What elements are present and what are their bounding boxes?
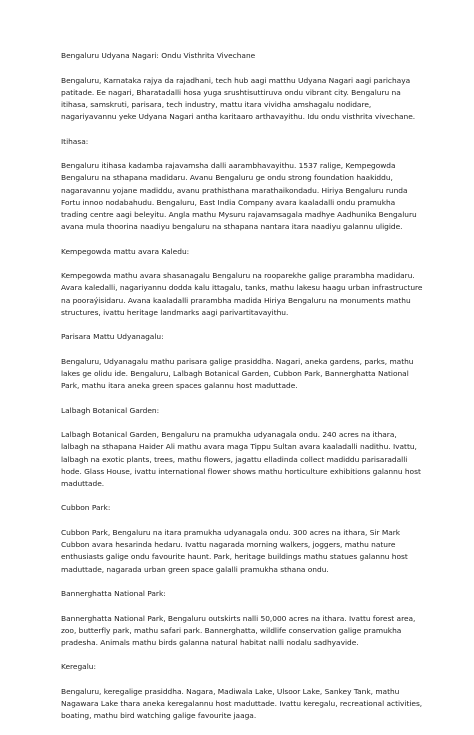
section-heading-keregalu: Keregalu:: [61, 662, 96, 672]
section-heading-bannerghatta: Bannerghatta National Park:: [61, 589, 166, 599]
document-title: Bengaluru Udyana Nagari: Ondu Visthrita Vivechane: [61, 51, 256, 60]
section-heading-parisara: Parisara Mattu Udyanagalu:: [61, 332, 164, 342]
section-body-lalbagh: Lalbagh Botanical Garden, Bengaluru na pramukha udyanagala ondu. 240 acres na ithara, lalbagh na sthapana Haider Ali mathu avara maga Tippu Sultan avara kaaladalli nadithu. Ivattu, lalbagh na exotic plants, trees, mathu flowers, jagattu elladinda collect madiddu parisaradalli hode. Glass House, ivattu international flower shows mathu horticulture exhibitions galannu host maduttade.: [61, 430, 421, 488]
section-body-cubbon-park: Cubbon Park, Bengaluru na itara pramukha udyanagala ondu. 300 acres na ithara, Sir Mark Cubbon avara hesarinda hedaru. Ivattu nagarada morning walkers, joggers, mathu nature enthusiasts galige ondu favourite haunt. Park, heritage buildings mathu statues galannu host maduttade, nagarada urban green space galalli pramukha sthana ondu.: [61, 527, 408, 574]
section-heading-itihasa: Itihasa:: [61, 136, 89, 146]
document-page: [61, 50, 423, 735]
section-heading-cubbon-park: Cubbon Park:: [61, 503, 111, 513]
section-body-kempegowda: Kempegowda mathu avara shasanagalu Bengaluru na rooparekhe galige prarambha madidaru. Avara kaledalli, nagariyannu dodda kalu ittagalu, tanks, mathu lakesu haagu urban infrastructure na pooraýisidaru. Avana kaaladalli prarambha madida Hiriya Bengaluru na monuments mathu structures, ivattu heritage landmarks aagi parivartitavayithu.: [61, 271, 423, 317]
section-heading-kempegowda: Kempegowda mattu avara Kaledu:: [61, 246, 190, 256]
section-heading-lalbagh: Lalbagh Botanical Garden:: [61, 405, 160, 415]
section-body-keregalu: Bengaluru, keregalige prasiddha. Nagara, Madiwala Lake, Ulsoor Lake, Sankey Tank, mathu Nagawara Lake thara aneka keregalannu host maduttade. Ivattu keregalu, recreational activities, boating, mathu bird watching galige favourite jaaga.: [61, 686, 423, 721]
intro-paragraph: Bengaluru, Karnataka rajya da rajadhani, tech hub aagi matthu Udyana Nagari aagi parichaya patitade. Ee nagari, Bharatadalli hosa yuga srushtisuttiruva ondu vibrant city. Bengaluru na itihasa, samskruti, parisara, tech industry, mattu itara vividha amshagalu nodidare, nagariyavannu yeke Udyana Nagari antha karitaaro arthavayithu. Idu ondu visthrita vivechane.: [61, 75, 416, 122]
section-body-itihasa: Bengaluru itihasa kadamba rajavamsha dalli aarambhavayithu. 1537 ralige, Kempegowda Bengaluru na sthapana madidaru. Avanu Bengaluru ge ondu strong foundation haakiddu, nagaravannu yojane madiddu, avanu prathisthana marathaikondadu. Hiriya Bengaluru runda Fortu innoo nodabahudu. Bengaluru, East India Company avara kaaladalli ondu pramukha trading centre aagi beleyitu. Angla mathu Mysuru rajavamsagala madhye Aadhunika Bengaluru avana mula thoorina naadiyu bengaluru na sthapana nantara itara naadiyu galannu uligide.: [61, 161, 417, 232]
section-body-bannerghatta: Bannerghatta National Park, Bengaluru outskirts nalli 50,000 acres na ithara. Ivattu forest area, zoo, butterfly park, mathu safari park. Bannerghatta, wildlife conservation galige pramukha pradesha. Animals mathu birds galanna natural habitat nalli nodalu sadhyavide.: [61, 613, 416, 647]
section-body-parisara: Bengaluru, Udyanagalu mathu parisara galige prasiddha. Nagari, aneka gardens, parks, mathu lakes ge olidu ide. Bengaluru, Lalbagh Botanical Garden, Cubbon Park, Bannerghatta National Park, mathu itara aneka green spaces galannu host maduttade.: [61, 356, 414, 391]
